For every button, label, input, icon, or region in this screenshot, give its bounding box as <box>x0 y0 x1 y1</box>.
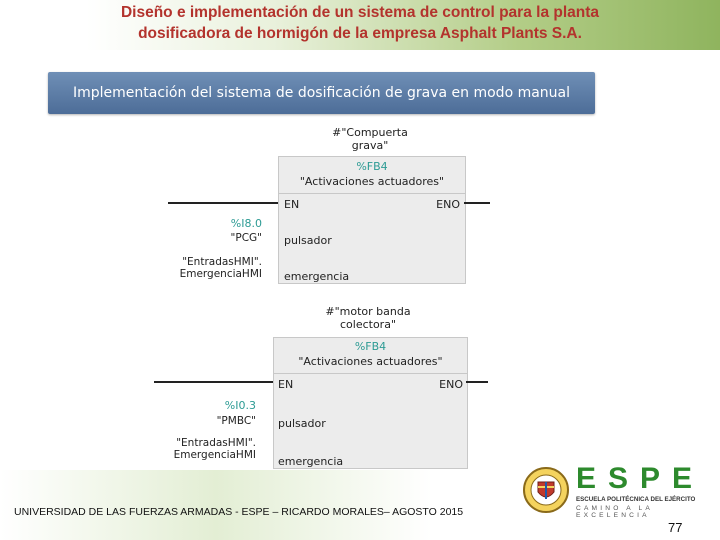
university-crest-icon <box>522 466 570 514</box>
instance-name-line-1: #"motor banda <box>325 305 411 318</box>
function-block-compuerta-grava[interactable] <box>278 156 466 284</box>
instance-name-line-2: colectora" <box>339 318 396 331</box>
section-banner: Implementación del sistema de dosificación de grava en modo manual <box>48 72 595 114</box>
operand-tag: "PMBC" <box>216 415 256 427</box>
pin-eno: ENO <box>436 198 460 211</box>
instance-name-line-1: #"Compuerta <box>332 126 408 139</box>
pin-emergencia: emergencia <box>278 455 344 468</box>
emergency-operand-line-1: "EntradasHMI". <box>176 437 256 449</box>
en-wire <box>154 381 273 383</box>
operand-tag: "PCG" <box>230 232 262 244</box>
slide-title-line-1: Diseño e implementación de un sistema de control para la planta <box>120 4 600 21</box>
emergency-operand <box>150 437 256 461</box>
pin-emergencia: emergencia <box>284 270 350 283</box>
instance-name-compuerta-grava <box>300 126 440 152</box>
slide-title <box>60 2 660 44</box>
emergency-operand-line-2: EmergenciaHMI <box>179 268 262 280</box>
espe-logo: ESPE <box>576 462 705 495</box>
operand-address: %I0.3 <box>224 399 256 412</box>
footer-text: UNIVERSIDAD DE LAS FUERZAS ARMADAS - ESPE – RICARDO MORALES– AGOSTO 2015 <box>14 506 464 518</box>
eno-wire <box>466 381 488 383</box>
function-block-header <box>279 157 465 194</box>
instance-name-motor-banda-colectora <box>298 305 438 331</box>
fb-name: "Activaciones actuadores" <box>298 355 443 368</box>
emergency-operand <box>160 256 262 280</box>
pin-pulsador: pulsador <box>278 417 326 430</box>
fb-number: %FB4 <box>356 160 388 173</box>
espe-logo-subtitle: ESCUELA POLITÉCNICA DEL EJÉRCITO <box>576 496 696 503</box>
emergency-operand-line-2: EmergenciaHMI <box>173 449 256 461</box>
pin-pulsador: pulsador <box>284 234 332 247</box>
pin-en: EN <box>278 378 294 391</box>
slide-title-line-2: dosificadora de hormigón de la empresa Asphalt Plants S.A. <box>138 25 582 42</box>
eno-wire <box>464 202 490 204</box>
en-wire <box>168 202 278 204</box>
operand-address: %I8.0 <box>230 217 262 230</box>
pin-eno: ENO <box>439 378 463 391</box>
fb-name: "Activaciones actuadores" <box>299 175 445 188</box>
page-number: 77 <box>668 520 683 535</box>
function-block-motor-banda-colectora[interactable] <box>273 337 468 469</box>
instance-name-line-2: grava" <box>351 139 389 152</box>
emergency-operand-line-1: "EntradasHMI". <box>182 256 262 268</box>
fb-number: %FB4 <box>354 340 387 353</box>
function-block-header <box>274 338 467 374</box>
pin-en: EN <box>284 198 300 211</box>
espe-logo-motto: CAMINO A LA EXCELENCIA <box>576 505 653 519</box>
